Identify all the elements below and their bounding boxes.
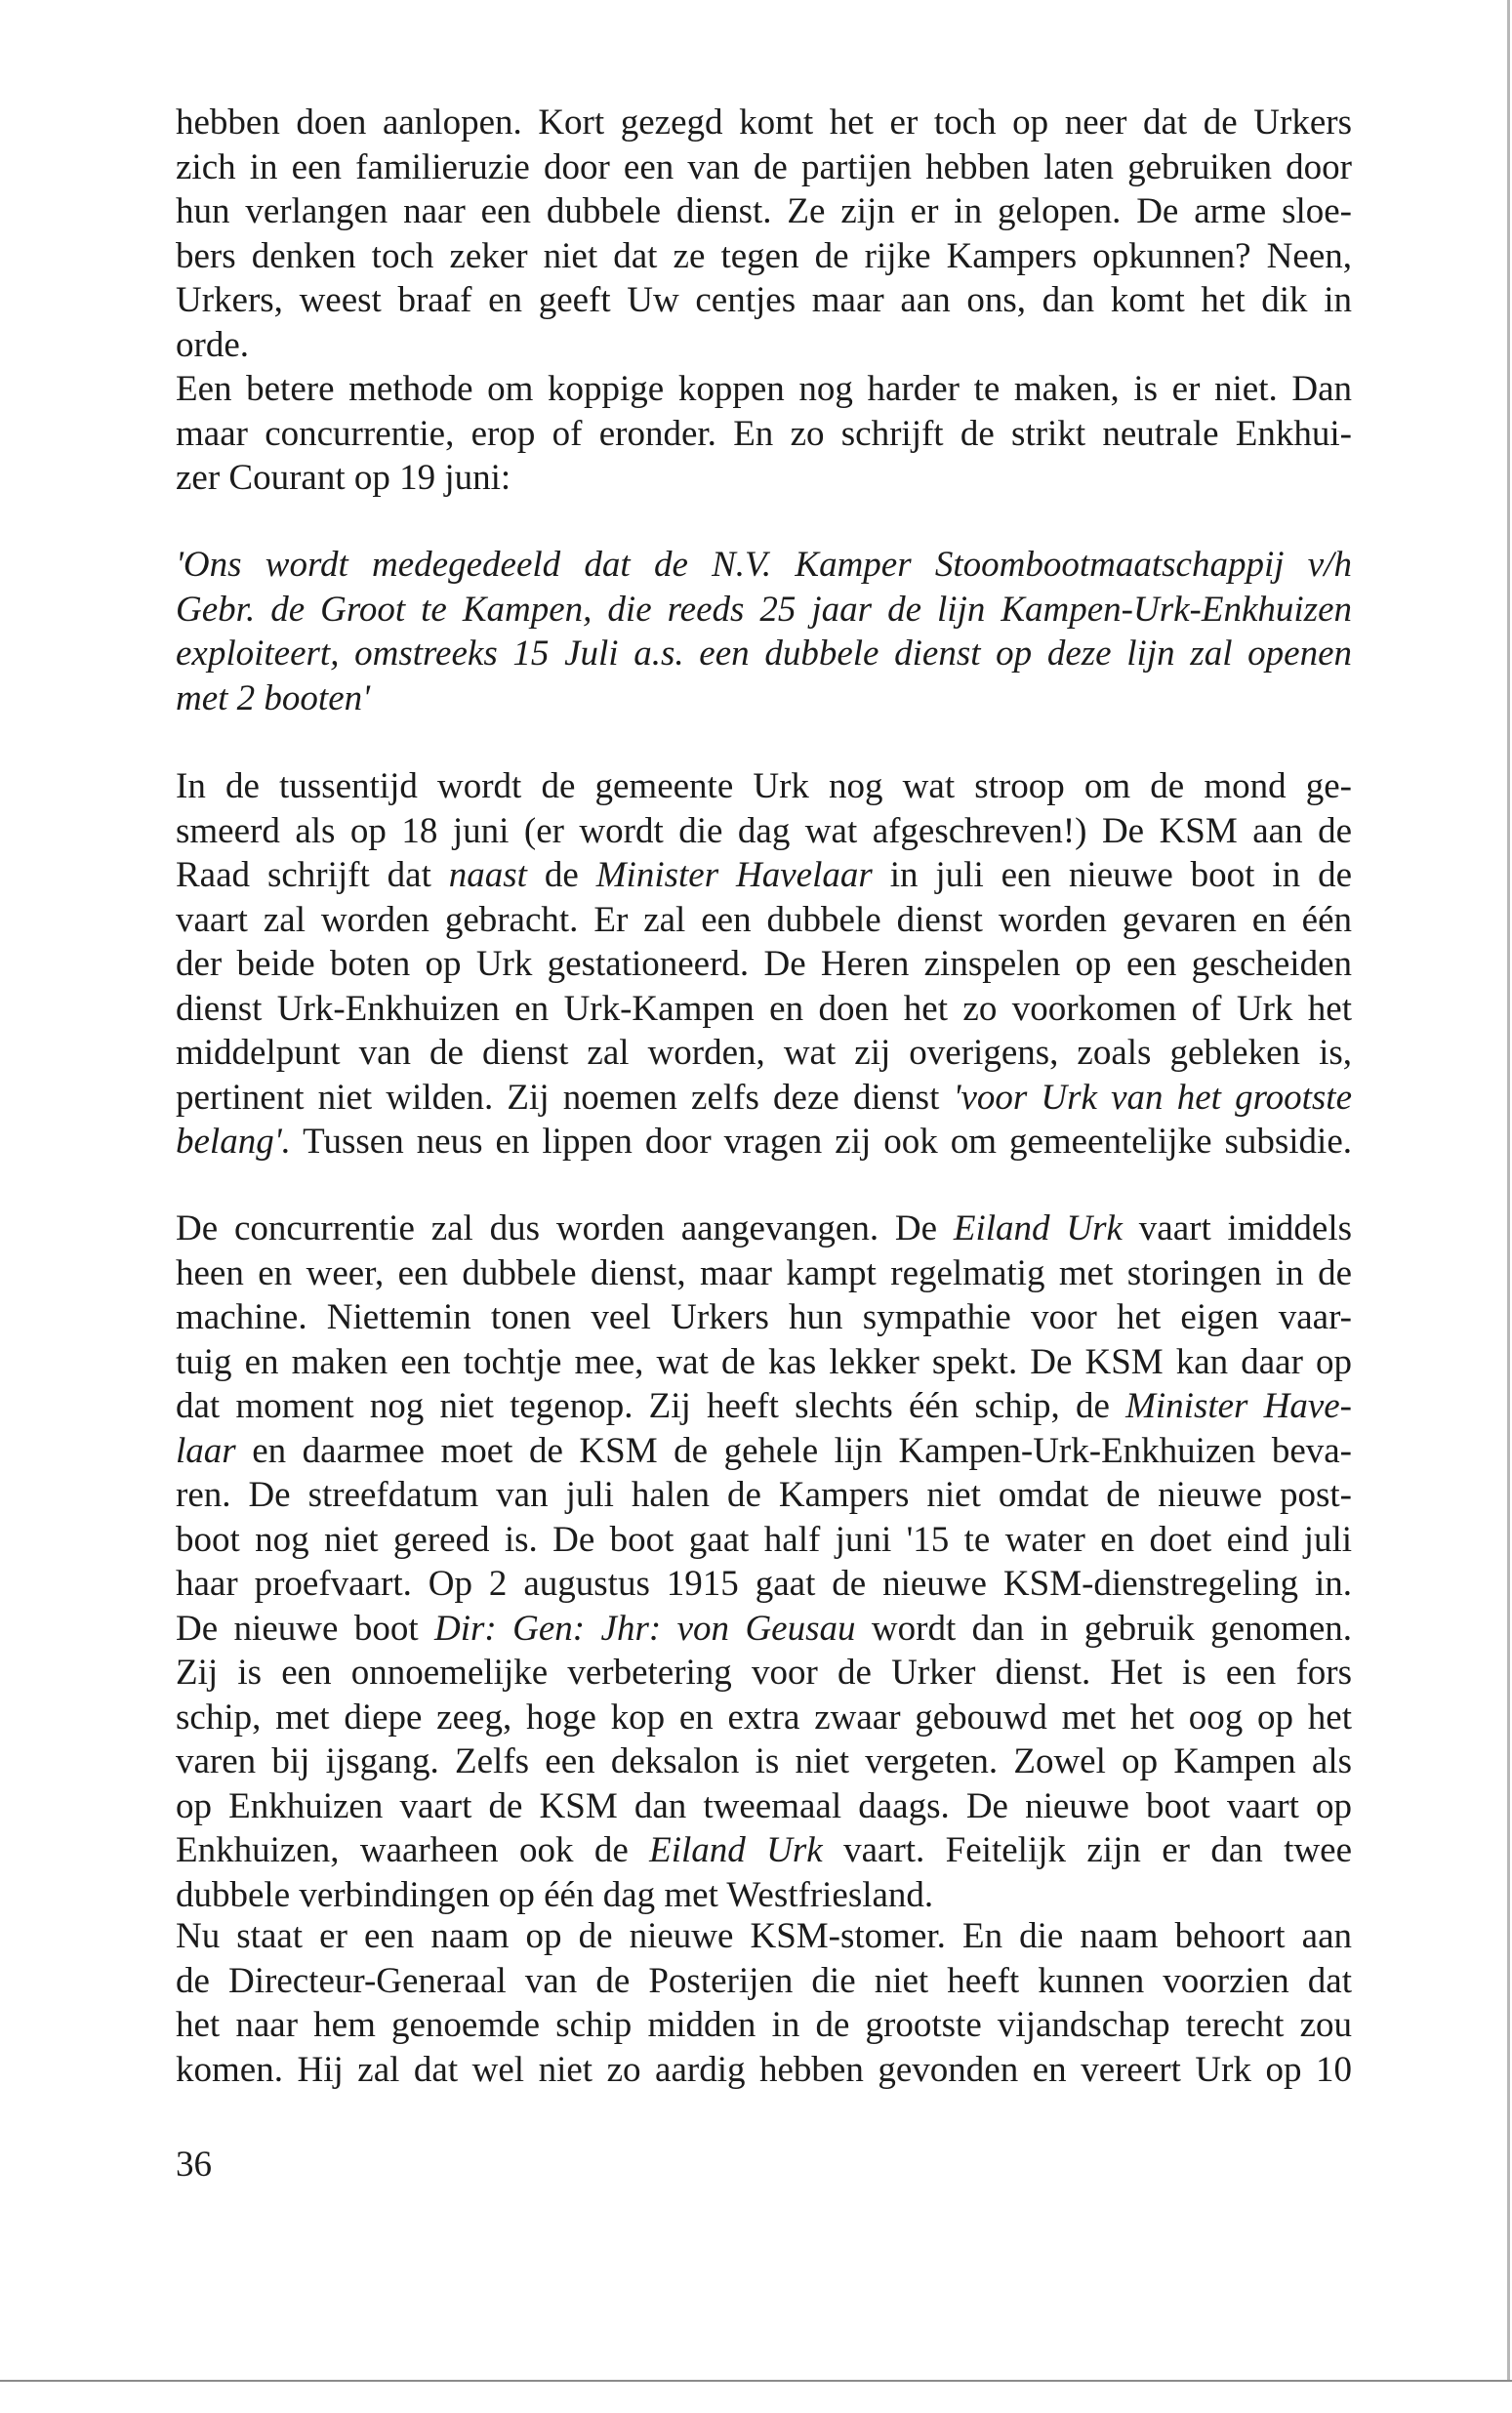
text-line: de Directeur-Generaal van de Posterijen die niet heeft kunnen voorzien dat <box>176 1960 1352 2001</box>
text-line: ren. De streefdatum van juli halen de Kampers niet omdat de nieuwe post- <box>176 1475 1352 1515</box>
paragraph-5 <box>176 1914 1352 2092</box>
text-line: komen. Hij zal dat wel niet zo aardig hebben gevonden en vereert Urk op 10 <box>176 2049 1352 2090</box>
quote-line: 'Ons wordt medegedeeld dat de N.V. Kamper Stoombootmaatschappij v/h <box>176 545 1352 585</box>
text-run: en daarmee moet de KSM de gehele lijn Kampen-Urk-Enkhuizen beva- <box>235 1430 1352 1471</box>
text-line: orde. <box>176 324 249 365</box>
text-line: Zij is een onnoemelijke verbetering voor de Urker dienst. Het is een fors <box>176 1653 1352 1693</box>
text-line: Een betere methode om koppige koppen nog harder te maken, is er niet. Dan <box>176 369 1352 409</box>
text-line: heen en weer, een dubbele dienst, maar kampt regelmatig met storingen in de <box>176 1252 1352 1293</box>
text-line: haar proefvaart. Op 2 augustus 1915 gaat de nieuwe KSM-dienstregeling in. <box>176 1564 1352 1604</box>
text-line: smeerd als op 18 juni (er wordt die dag wat afgeschreven!) De KSM aan de <box>176 810 1352 851</box>
text-line: het naar hem genoemde schip midden in de grootste vijandschap terecht zou <box>176 2005 1352 2045</box>
text-run: Raad schrijft dat <box>176 855 449 895</box>
text-line: machine. Niettemin tonen veel Urkers hun sympathie voor het eigen vaar- <box>176 1297 1352 1337</box>
paragraph-2 <box>176 367 1352 501</box>
italic-run: naast <box>448 855 527 895</box>
text-run: in juli een nieuwe boot in de <box>872 855 1352 895</box>
text-line: zer Courant op 19 juni: <box>176 458 511 498</box>
italic-run: Eiland Urk <box>649 1830 823 1870</box>
text-line: Urkers, weest braaf en geeft Uw centjes maar aan ons, dan komt het dik in <box>176 280 1352 320</box>
text-line: varen bij ijsgang. Zelfs een deksalon is niet vergeten. Zowel op Kampen als <box>176 1741 1352 1781</box>
text-run: De nieuwe boot <box>176 1608 435 1649</box>
text-line: hebben doen aanlopen. Kort gezegd komt het er toch op neer dat de Urkers <box>176 102 1352 143</box>
text-line: vaart zal worden gebracht. Er zal een dubbele dienst worden gevaren en één <box>176 899 1352 940</box>
text-line: bers denken toch zeker niet dat ze tegen de rijke Kampers opkunnen? Neen, <box>176 235 1352 276</box>
text-run: dat moment nog niet tegenop. Zij heeft slechts één schip, de <box>176 1386 1126 1426</box>
text-run: Tussen neus en lippen door vragen zij ook om gemeentelijke subsidie. <box>290 1122 1352 1162</box>
italic-run: Eiland Urk <box>953 1208 1123 1248</box>
text-run: De concurrentie zal dus worden aangevangen. De <box>176 1208 954 1248</box>
quote-line: exploiteert, omstreeks 15 Juli a.s. een dubbele dienst op deze lijn zal openen <box>176 634 1352 674</box>
text-line <box>176 1429 1352 1474</box>
text-line: der beide boten op Urk gestationeerd. De Heren zinspelen op een gescheiden <box>176 944 1352 984</box>
newspaper-quote <box>176 543 1352 720</box>
italic-run: Dir: Gen: Jhr: von Geusau <box>434 1608 856 1649</box>
text-line: In de tussentijd wordt de gemeente Urk nog wat stroop om de mond ge- <box>176 766 1352 806</box>
text-line: schip, met diepe zeeg, hoge kop en extra zwaar gebouwd met het oog op het <box>176 1697 1352 1738</box>
text-line: dubbele verbindingen op één dag met Westfriesland. <box>176 1874 934 1915</box>
text-line: dienst Urk-Enkhuizen en Urk-Kampen en doen het zo voorkomen of Urk het <box>176 988 1352 1029</box>
text-run: Enkhuizen, waarheen ook de <box>176 1830 650 1870</box>
text-run: wordt dan in gebruik genomen. <box>855 1608 1353 1649</box>
text-run: vaart. Feitelijk zijn er dan twee <box>822 1830 1353 1870</box>
italic-run: belang'. <box>176 1122 291 1162</box>
italic-run: Minister Havelaar <box>595 855 873 895</box>
text-line <box>176 853 1352 898</box>
text-line <box>176 1120 1352 1165</box>
paragraph-4 <box>176 1206 1352 1917</box>
text-line: op Enkhuizen vaart de KSM dan tweemaal daags. De nieuwe boot vaart op <box>176 1785 1352 1826</box>
text-run: de <box>526 855 596 895</box>
paragraph-1 <box>176 101 1352 367</box>
text-run: vaart imiddels <box>1122 1208 1352 1248</box>
page-edge-shadow <box>1507 0 1510 2380</box>
text-line: middelpunt van de dienst zal worden, wat zij overigens, zoals gebleken is, <box>176 1033 1352 1073</box>
text-line: zich in een familieruzie door een van de partijen hebben laten gebruiken door <box>176 146 1352 187</box>
text-line: tuig en maken een tochtje mee, wat de kas lekker spekt. De KSM kan daar op <box>176 1341 1352 1382</box>
page-bottom-edge <box>0 2380 1512 2382</box>
text-line: maar concurrentie, erop of eronder. En zo schrijft de strikt neutrale Enkhui- <box>176 413 1352 454</box>
text-line: hun verlangen naar een dubbele dienst. Ze zijn er in gelopen. De arme sloe- <box>176 191 1352 231</box>
text-line <box>176 1206 1352 1251</box>
text-line: Nu staat er een naam op de nieuwe KSM-stomer. En die naam behoort aan <box>176 1916 1352 1956</box>
text-line <box>176 1607 1352 1652</box>
italic-run: laar <box>176 1430 236 1471</box>
quote-line: met 2 booten' <box>176 677 371 718</box>
italic-run: 'voor Urk van het grootste <box>953 1077 1352 1118</box>
text-line <box>176 1384 1352 1429</box>
paragraph-3 <box>176 764 1352 1165</box>
text-run: pertinent niet wilden. Zij noemen zelfs deze dienst <box>176 1077 954 1118</box>
quote-line: Gebr. de Groot te Kampen, die reeds 25 jaar de lijn Kampen-Urk-Enkhuizen <box>176 589 1352 630</box>
page-number: 36 <box>176 2145 212 2185</box>
italic-run: Minister Have- <box>1125 1386 1352 1426</box>
text-line <box>176 1076 1352 1121</box>
text-line: boot nog niet gereed is. De boot gaat half juni '15 te water en doet eind juli <box>176 1519 1352 1560</box>
text-line <box>176 1828 1352 1873</box>
